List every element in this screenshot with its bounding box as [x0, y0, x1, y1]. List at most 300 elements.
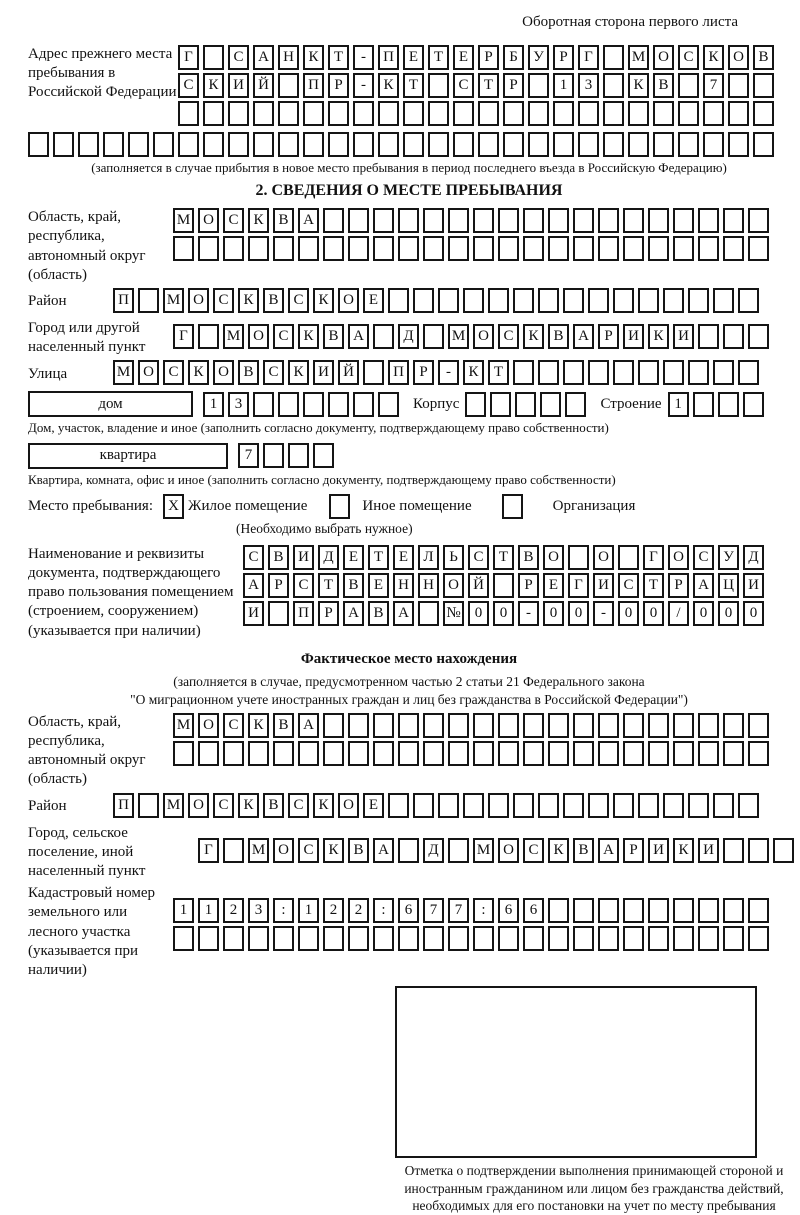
char-box — [153, 132, 174, 157]
char-box — [348, 713, 369, 738]
char-box: Т — [493, 545, 514, 570]
char-box: М — [173, 713, 194, 738]
char-box — [748, 324, 769, 349]
stay-option-residential-checkbox — [163, 494, 188, 519]
char-box: 0 — [543, 601, 564, 626]
char-box — [268, 601, 289, 626]
char-box — [588, 288, 609, 313]
prev-address-field — [28, 45, 790, 129]
char-box — [413, 793, 434, 818]
char-box — [503, 101, 524, 126]
char-box: С — [678, 45, 699, 70]
char-box: X — [163, 494, 184, 519]
char-box: В — [273, 208, 294, 233]
char-box: М — [163, 288, 184, 313]
char-box — [253, 132, 274, 157]
char-box: К — [248, 713, 269, 738]
char-box — [743, 392, 764, 417]
char-box: Й — [338, 360, 359, 385]
char-box: И — [743, 573, 764, 598]
char-box: А — [393, 601, 414, 626]
char-box: Р — [268, 573, 289, 598]
char-box — [728, 132, 749, 157]
char-box: 2 — [223, 898, 244, 923]
char-box: С — [228, 45, 249, 70]
char-box — [698, 741, 719, 766]
char-box — [298, 926, 319, 951]
char-box — [298, 236, 319, 261]
char-box — [618, 545, 639, 570]
region-row-1 — [173, 208, 773, 233]
char-box — [423, 208, 444, 233]
region-row-2 — [173, 236, 773, 261]
char-box — [698, 208, 719, 233]
char-box — [248, 236, 269, 261]
char-box: В — [518, 545, 539, 570]
prev-address-label: Адрес прежнего места пребывания в Российской Федерации — [28, 46, 177, 101]
char-box — [398, 208, 419, 233]
char-box — [623, 208, 644, 233]
actual-city-label: Город, сельское поселение, иной населенный пункт — [28, 824, 146, 879]
char-box — [523, 208, 544, 233]
char-box: В — [273, 713, 294, 738]
char-box — [738, 288, 759, 313]
char-box: Т — [488, 360, 509, 385]
char-box — [513, 360, 534, 385]
char-box: О — [248, 324, 269, 349]
char-box: Д — [398, 324, 419, 349]
char-box — [398, 236, 419, 261]
char-box — [678, 132, 699, 157]
char-box — [448, 236, 469, 261]
char-box: К — [238, 793, 259, 818]
document-label: Наименование и реквизиты документа, подтверждающего право пользования помещением (строением, сооружением) (указывается при наличии) — [28, 545, 234, 639]
char-box — [288, 443, 309, 468]
char-box — [448, 926, 469, 951]
char-box — [303, 101, 324, 126]
char-box — [598, 208, 619, 233]
char-box: Р — [598, 324, 619, 349]
char-box: К — [303, 45, 324, 70]
cadastral-row-1 — [173, 898, 773, 923]
char-box — [478, 132, 499, 157]
char-box: О — [668, 545, 689, 570]
char-box: С — [468, 545, 489, 570]
char-box: К — [548, 838, 569, 863]
district-row — [113, 288, 763, 313]
char-box — [378, 132, 399, 157]
char-box — [273, 926, 294, 951]
char-box — [513, 288, 534, 313]
char-box: - — [353, 45, 374, 70]
apartment-caption: Квартира, комната, офис и иное (заполнить согласно документу, подтверждающему право собственности) — [28, 471, 616, 487]
cadastral-field — [28, 884, 790, 980]
char-box: А — [373, 838, 394, 863]
char-box — [598, 236, 619, 261]
char-box: О — [188, 793, 209, 818]
char-box: М — [113, 360, 134, 385]
char-box: Г — [578, 45, 599, 70]
prev-address-caption: (заполняется в случае прибытия в новое место пребывания в период последнего въезда в Российскую Федерацию) — [91, 160, 727, 175]
char-box: - — [518, 601, 539, 626]
char-box: И — [648, 838, 669, 863]
char-box: Б — [503, 45, 524, 70]
house-number-boxes — [203, 392, 403, 417]
char-box — [498, 713, 519, 738]
char-box: О — [213, 360, 234, 385]
char-box — [328, 101, 349, 126]
char-box: Ц — [718, 573, 739, 598]
char-box — [448, 741, 469, 766]
char-box — [698, 898, 719, 923]
char-box: Г — [198, 838, 219, 863]
char-box — [728, 101, 749, 126]
char-box — [278, 392, 299, 417]
stay-type-row — [28, 494, 790, 519]
char-box: И — [698, 838, 719, 863]
char-box — [748, 838, 769, 863]
char-box — [363, 360, 384, 385]
actual-location-subtitle-2: "О миграционном учете иностранных граждан и лиц без гражданства в Российской Федерации") — [130, 691, 688, 707]
char-box: Т — [478, 73, 499, 98]
char-box — [453, 101, 474, 126]
city-row — [173, 324, 773, 349]
char-box: О — [473, 324, 494, 349]
char-box — [323, 236, 344, 261]
char-box — [638, 360, 659, 385]
char-box: А — [573, 324, 594, 349]
char-box — [253, 392, 274, 417]
actual-city-field — [28, 824, 790, 882]
char-box: : — [373, 898, 394, 923]
char-box — [613, 360, 634, 385]
char-box — [698, 926, 719, 951]
char-box: Е — [403, 45, 424, 70]
char-box — [223, 236, 244, 261]
korpus-label: Корпус — [413, 395, 460, 412]
char-box: Й — [253, 73, 274, 98]
char-box: Н — [393, 573, 414, 598]
char-box — [565, 392, 586, 417]
char-box — [323, 926, 344, 951]
char-box: 0 — [743, 601, 764, 626]
char-box — [688, 360, 709, 385]
confirmation-stamp-area — [395, 986, 757, 1158]
char-box: 0 — [493, 601, 514, 626]
actual-region-field — [28, 713, 790, 790]
char-box: В — [573, 838, 594, 863]
char-box — [573, 898, 594, 923]
char-box — [515, 392, 536, 417]
char-box — [673, 236, 694, 261]
char-box — [465, 392, 486, 417]
char-box: М — [248, 838, 269, 863]
char-box — [423, 324, 444, 349]
char-box: В — [548, 324, 569, 349]
char-box: 1 — [668, 392, 689, 417]
actual-district-field — [28, 793, 790, 821]
prev-address-row-1 — [178, 45, 778, 70]
char-box: О — [198, 713, 219, 738]
char-box: У — [718, 545, 739, 570]
char-box: Е — [543, 573, 564, 598]
stay-option-other-label: Иное помещение — [362, 497, 472, 514]
char-box — [723, 898, 744, 923]
char-box: В — [323, 324, 344, 349]
char-box: Т — [428, 45, 449, 70]
confirmation-caption: Отметка о подтверждении выполнения принимающей стороной и иностранным гражданином или лицом без гражданства действий, необходимых для его постановки на учет по месту пребывания — [404, 1163, 784, 1214]
char-box — [303, 392, 324, 417]
char-box — [493, 573, 514, 598]
char-box: К — [313, 288, 334, 313]
char-box — [738, 360, 759, 385]
char-box: Д — [743, 545, 764, 570]
char-box — [553, 132, 574, 157]
char-box — [398, 926, 419, 951]
char-box — [653, 132, 674, 157]
char-box: С — [693, 545, 714, 570]
char-box — [723, 838, 744, 863]
char-box: 7 — [423, 898, 444, 923]
char-box: Г — [178, 45, 199, 70]
char-box — [398, 741, 419, 766]
stay-option-organization-checkbox — [502, 494, 527, 519]
char-box — [463, 793, 484, 818]
char-box: С — [163, 360, 184, 385]
char-box: В — [753, 45, 774, 70]
char-box — [323, 208, 344, 233]
char-box: К — [203, 73, 224, 98]
char-box — [198, 236, 219, 261]
char-box — [573, 236, 594, 261]
char-box: В — [343, 573, 364, 598]
char-box: Т — [368, 545, 389, 570]
char-box: С — [453, 73, 474, 98]
char-box: С — [618, 573, 639, 598]
char-box — [503, 132, 524, 157]
street-row — [113, 360, 763, 385]
char-box: О — [338, 288, 359, 313]
char-box — [388, 793, 409, 818]
char-box — [348, 926, 369, 951]
char-box — [548, 741, 569, 766]
char-box: 2 — [323, 898, 344, 923]
char-box — [698, 236, 719, 261]
char-box — [698, 713, 719, 738]
char-box: 1 — [203, 392, 224, 417]
char-box — [248, 926, 269, 951]
char-box: 1 — [198, 898, 219, 923]
char-box — [573, 208, 594, 233]
section2-title: 2. СВЕДЕНИЯ О МЕСТЕ ПРЕБЫВАНИЯ — [255, 182, 563, 200]
actual-region-row-1 — [173, 713, 773, 738]
char-box: 1 — [173, 898, 194, 923]
char-box — [138, 288, 159, 313]
char-box — [498, 236, 519, 261]
prev-address-row-4 — [28, 132, 790, 157]
char-box — [748, 208, 769, 233]
char-box — [373, 324, 394, 349]
char-box — [523, 713, 544, 738]
char-box — [673, 926, 694, 951]
char-box — [428, 73, 449, 98]
char-box: - — [593, 601, 614, 626]
char-box — [678, 101, 699, 126]
char-box — [723, 926, 744, 951]
char-box — [603, 101, 624, 126]
actual-district-row — [113, 793, 763, 818]
char-box — [623, 898, 644, 923]
char-box — [388, 288, 409, 313]
char-box — [298, 741, 319, 766]
char-box: Е — [363, 288, 384, 313]
char-box — [323, 713, 344, 738]
char-box — [718, 392, 739, 417]
char-box — [248, 741, 269, 766]
char-box: К — [298, 324, 319, 349]
char-box — [663, 288, 684, 313]
char-box — [353, 392, 374, 417]
char-box: А — [348, 324, 369, 349]
char-box — [753, 132, 774, 157]
char-box — [598, 926, 619, 951]
char-box — [538, 288, 559, 313]
char-box: 1 — [553, 73, 574, 98]
char-box: В — [368, 601, 389, 626]
char-box: М — [173, 208, 194, 233]
char-box — [548, 926, 569, 951]
char-box — [278, 132, 299, 157]
char-box: Т — [643, 573, 664, 598]
char-box: П — [388, 360, 409, 385]
char-box — [673, 741, 694, 766]
char-box: Е — [363, 793, 384, 818]
char-box — [473, 713, 494, 738]
char-box — [603, 45, 624, 70]
char-box — [173, 926, 194, 951]
district-label: Район — [28, 293, 67, 310]
char-box — [473, 741, 494, 766]
char-box — [738, 793, 759, 818]
char-box — [713, 793, 734, 818]
char-box — [548, 713, 569, 738]
char-box: Р — [328, 73, 349, 98]
char-box — [648, 741, 669, 766]
char-box: П — [303, 73, 324, 98]
char-box — [198, 926, 219, 951]
char-box — [723, 713, 744, 738]
char-box — [203, 45, 224, 70]
char-box: В — [653, 73, 674, 98]
char-box — [748, 898, 769, 923]
char-box: Р — [478, 45, 499, 70]
char-box — [578, 132, 599, 157]
stroenie-boxes — [668, 392, 768, 417]
char-box: О — [653, 45, 674, 70]
char-box: М — [628, 45, 649, 70]
char-box — [428, 132, 449, 157]
char-box — [653, 101, 674, 126]
char-box — [323, 741, 344, 766]
char-box — [473, 926, 494, 951]
char-box — [623, 713, 644, 738]
char-box: С — [273, 324, 294, 349]
char-box — [563, 360, 584, 385]
char-box — [103, 132, 124, 157]
char-box: П — [378, 45, 399, 70]
char-box: О — [728, 45, 749, 70]
char-box — [713, 288, 734, 313]
char-box: : — [273, 898, 294, 923]
char-box — [488, 793, 509, 818]
char-box: С — [293, 573, 314, 598]
char-box: И — [243, 601, 264, 626]
char-box — [128, 132, 149, 157]
char-box — [278, 101, 299, 126]
char-box: А — [298, 713, 319, 738]
char-box — [648, 713, 669, 738]
char-box — [628, 132, 649, 157]
char-box: И — [293, 545, 314, 570]
char-box — [173, 741, 194, 766]
char-box — [423, 741, 444, 766]
char-box — [373, 208, 394, 233]
char-box — [723, 324, 744, 349]
char-box: К — [188, 360, 209, 385]
char-box — [448, 208, 469, 233]
char-box: М — [473, 838, 494, 863]
house-field — [28, 391, 790, 417]
char-box: Ь — [443, 545, 464, 570]
char-box: 6 — [398, 898, 419, 923]
char-box: Д — [318, 545, 339, 570]
char-box: А — [343, 601, 364, 626]
char-box — [528, 73, 549, 98]
char-box — [648, 236, 669, 261]
char-box — [488, 288, 509, 313]
char-box: Р — [553, 45, 574, 70]
char-box: Р — [518, 573, 539, 598]
char-box — [473, 236, 494, 261]
char-box — [538, 360, 559, 385]
char-box — [438, 793, 459, 818]
actual-location-subtitle-1: (заполняется в случае, предусмотренном частью 2 статьи 21 Федерального закона — [173, 673, 645, 689]
char-box — [329, 494, 350, 519]
actual-region-label: Область, край, республика, автономный округ (область) — [28, 713, 146, 788]
char-box: К — [523, 324, 544, 349]
char-box — [423, 713, 444, 738]
char-box: Р — [318, 601, 339, 626]
document-field — [28, 545, 790, 641]
char-box: С — [288, 288, 309, 313]
char-box — [598, 898, 619, 923]
char-box: М — [223, 324, 244, 349]
char-box — [623, 236, 644, 261]
char-box: 0 — [718, 601, 739, 626]
actual-location-title: Фактическое место нахождения — [300, 650, 518, 667]
char-box: № — [443, 601, 464, 626]
char-box: С — [263, 360, 284, 385]
cadastral-label: Кадастровый номер земельного или лесного участка (указывается при наличии) — [28, 885, 155, 978]
char-box: С — [178, 73, 199, 98]
char-box — [753, 101, 774, 126]
char-box — [28, 132, 49, 157]
char-box — [713, 360, 734, 385]
char-box: У — [528, 45, 549, 70]
char-box: С — [223, 208, 244, 233]
char-box — [263, 443, 284, 468]
char-box — [353, 132, 374, 157]
